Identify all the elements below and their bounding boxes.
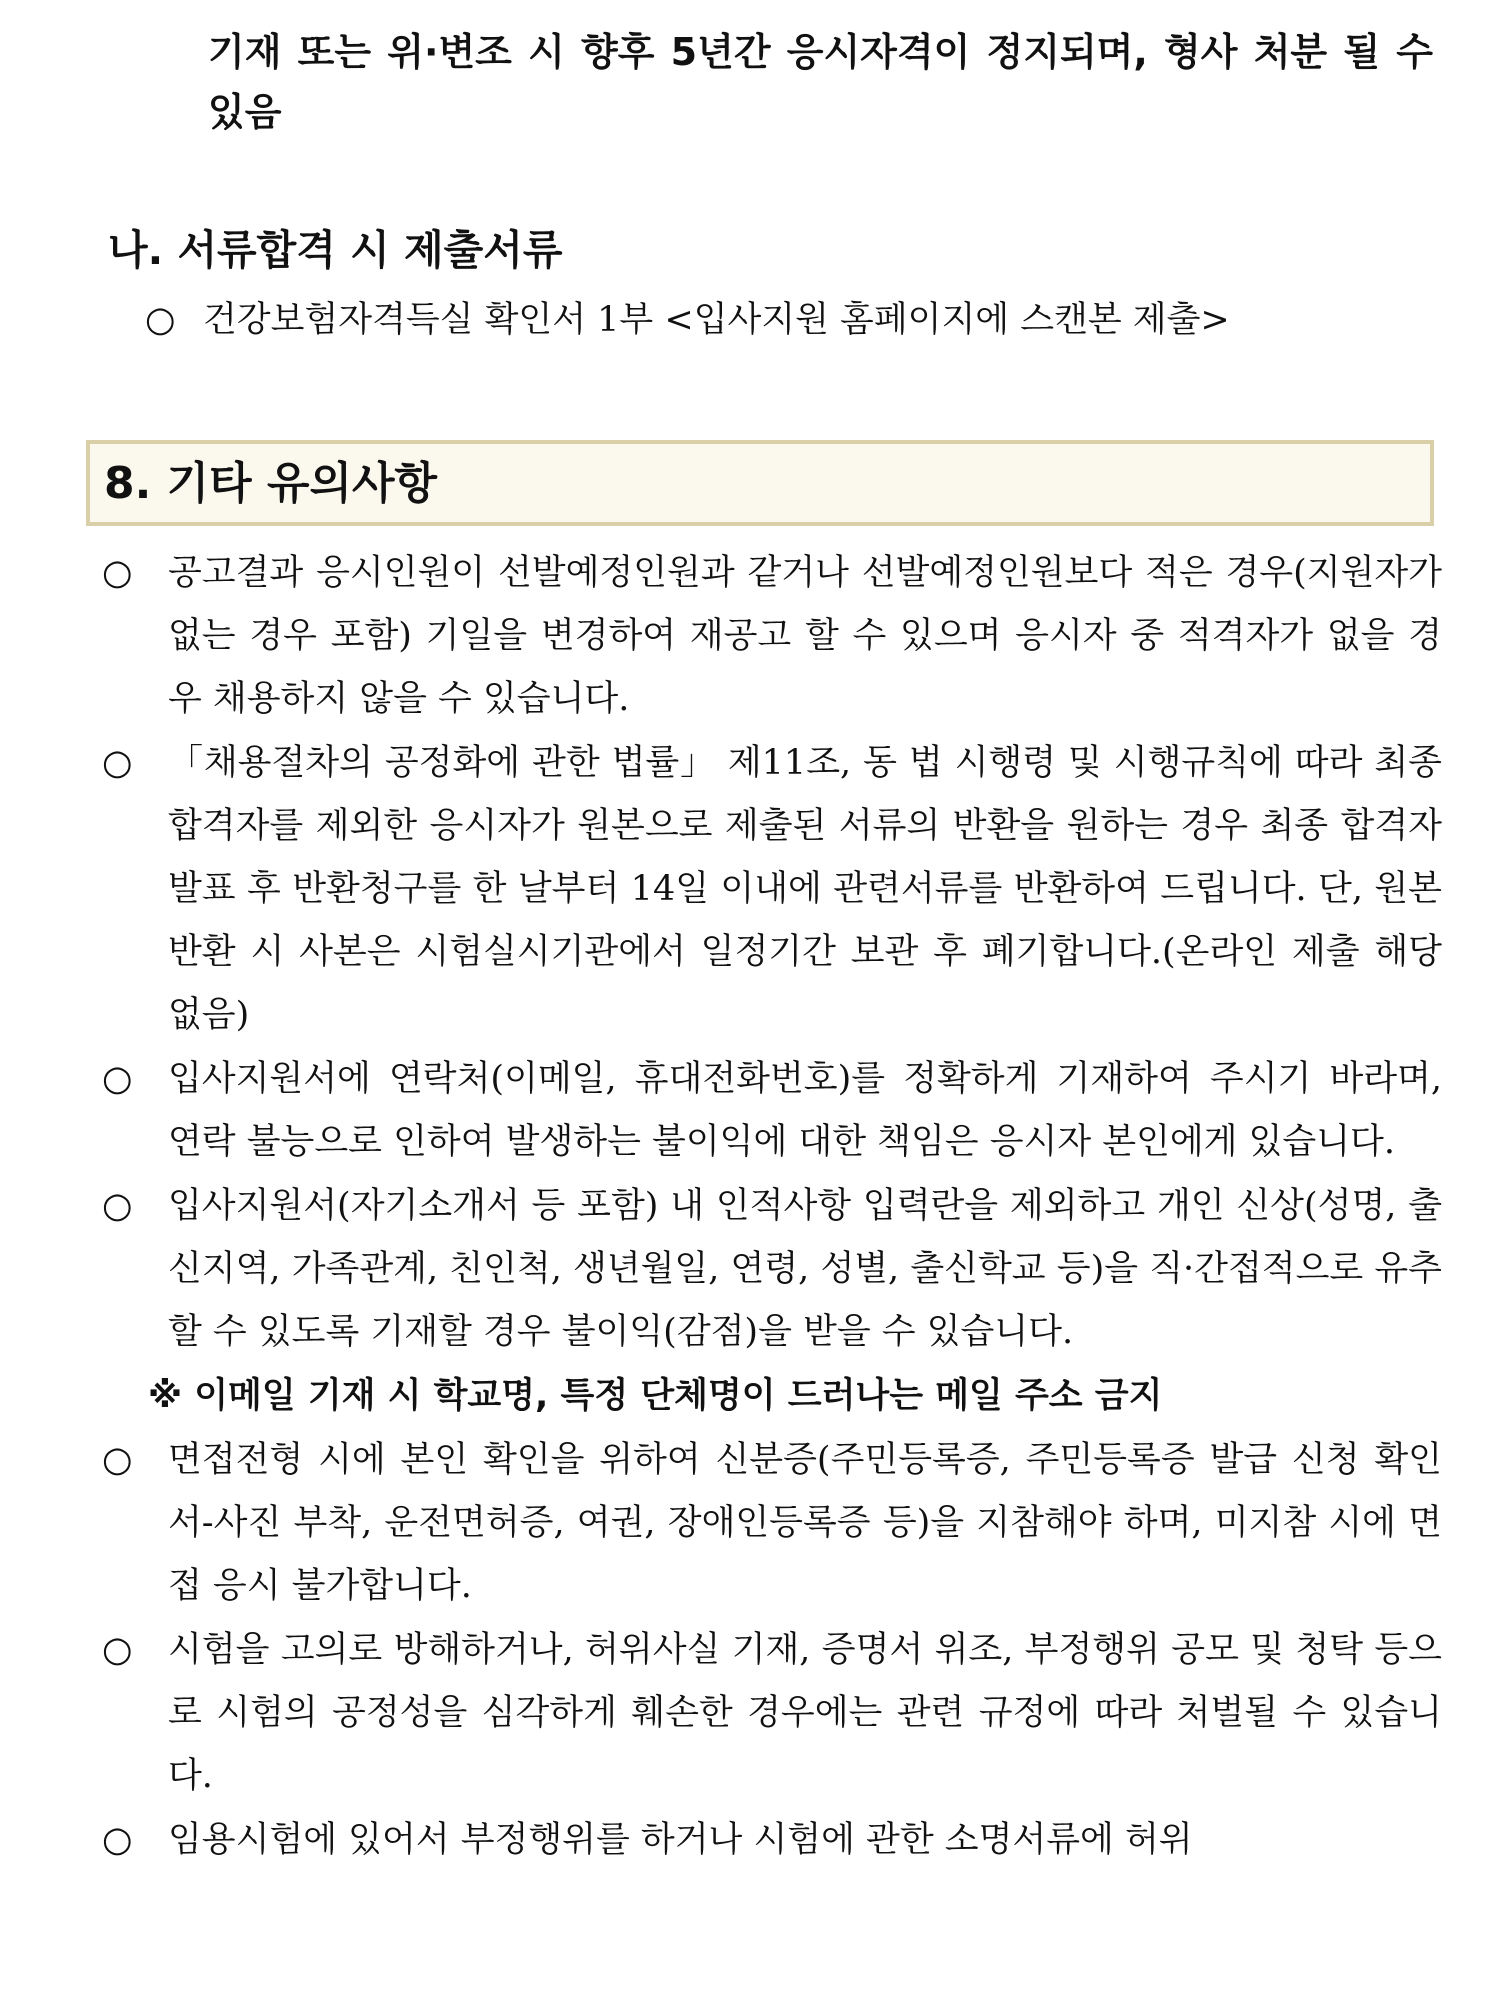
circle-bullet-icon: ○: [102, 1440, 133, 1480]
notice-item-recruitment: [102, 542, 1442, 731]
notice-text: 면접전형 시에 본인 확인을 위하여 신분증(주민등록증, 주민등록증 발급 신청 확인서-사진 부착, 운전면허증, 여권, 장애인등록증 등)을 지참해야 하며, 미지참 시에 면접 응시 불가합니다.: [168, 1440, 1442, 1606]
notice-text: 「채용절차의 공정화에 관한 법률」 제11조, 동 법 시행령 및 시행규칙에 따라 최종 합격자를 제외한 응시자가 원본으로 제출된 서류의 반환을 원하는 경우 최종 합격자 발표 후 반환청구를 한 날부터 14일 이내에 관련서류를 반환하여 드립니다. 단, 원본 반환 시 사본은 시험실시기관에서 일정기간 보관 후 폐기합니다.(온라인 제출 해당없음): [168, 743, 1442, 1035]
circle-bullet-icon: ○: [102, 1059, 133, 1099]
required-document-text: 건강보험자격득실 확인서 1부 <입사지원 홈페이지에 스캔본 제출>: [203, 300, 1230, 340]
section-header-box: [86, 440, 1434, 526]
circle-bullet-icon: ○: [102, 1630, 133, 1670]
notice-item-contact: [102, 1048, 1442, 1174]
notice-list: [102, 542, 1442, 1872]
notice-item-personal-info: [102, 1175, 1442, 1364]
notice-item-document-return: [102, 732, 1442, 1047]
circle-bullet-icon: ○: [102, 553, 133, 593]
notice-item-id-check: [102, 1429, 1442, 1618]
required-document-item: [145, 290, 1465, 350]
notice-text: 공고결과 응시인원이 선발예정인원과 같거나 선발예정인원보다 적은 경우(지원자가 없는 경우 포함) 기일을 변경하여 재공고 할 수 있으며 응시자 중 적격자가 없을 경우 채용하지 않을 수 있습니다.: [168, 553, 1442, 719]
notice-item-false-documents: [102, 1809, 1442, 1872]
subsection-heading: 나. 서류합격 시 제출서류: [108, 226, 563, 274]
section-title: 8. 기타 유의사항: [104, 458, 437, 509]
notice-text: 입사지원서(자기소개서 등 포함) 내 인적사항 입력란을 제외하고 개인 신상(성명, 출신지역, 가족관계, 친인척, 생년월일, 연령, 성별, 출신학교 등)을 직·간접적으로 유추할 수 있도록 기재할 경우 불이익(감점)을 받을 수 있습니다.: [168, 1186, 1442, 1352]
notice-text: 시험을 고의로 방해하거나, 허위사실 기재, 증명서 위조, 부정행위 공모 및 청탁 등으로 시험의 공정성을 심각하게 훼손한 경우에는 관련 규정에 따라 처벌될 수 있습니다.: [168, 1630, 1442, 1796]
email-note: ※ 이메일 기재 시 학교명, 특정 단체명이 드러나는 메일 주소 금지: [148, 1376, 1163, 1416]
warning-text: 기재 또는 위·변조 시 향후 5년간 응시자격이 정지되며, 형사 처분 될 수 있음: [208, 30, 1433, 134]
notice-item-misconduct: [102, 1619, 1442, 1808]
circle-bullet-icon: ○: [102, 1186, 133, 1226]
notice-text: 입사지원서에 연락처(이메일, 휴대전화번호)를 정확하게 기재하여 주시기 바라며, 연락 불능으로 인하여 발생하는 불이익에 대한 책임은 응시자 본인에게 있습니다.: [168, 1059, 1442, 1162]
circle-bullet-icon: ○: [102, 1820, 133, 1860]
circle-bullet-icon: ○: [145, 300, 176, 340]
circle-bullet-icon: ○: [102, 743, 133, 783]
notice-text: 임용시험에 있어서 부정행위를 하거나 시험에 관한 소명서류에 허위: [168, 1820, 1193, 1860]
